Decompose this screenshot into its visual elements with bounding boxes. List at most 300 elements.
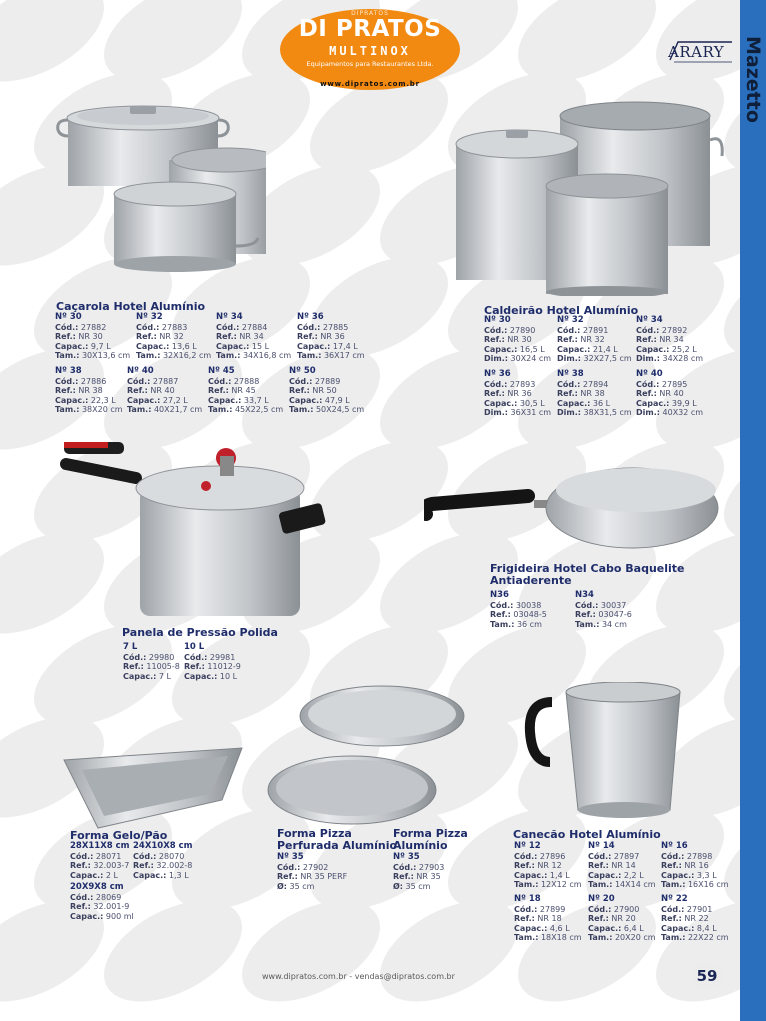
spec-block	[636, 316, 703, 364]
spec-row	[484, 408, 551, 418]
pizza-title-line2: Alumínio	[393, 839, 448, 852]
spec-value: 27888	[233, 376, 260, 386]
spec-label: Dim.:	[484, 354, 508, 363]
caldeirao-image	[448, 100, 724, 296]
spec-value: 12X12 cm	[540, 880, 582, 889]
spec-block	[55, 367, 123, 415]
spec-row	[557, 345, 632, 355]
spec-value: NR 40	[659, 389, 684, 398]
spec-row	[514, 852, 582, 862]
spec-size: Nº 30	[484, 315, 511, 325]
spec-label: Ref.:	[70, 861, 91, 870]
spec-label: Cód.:	[636, 325, 660, 335]
spec-value: 1,4 L	[549, 870, 570, 880]
spec-row	[297, 332, 365, 342]
logo-url: www.dipratos.com.br	[320, 80, 420, 88]
page-number: 59	[691, 962, 723, 990]
spec-row	[123, 653, 180, 663]
spec-row	[127, 386, 202, 396]
spec-row	[661, 905, 729, 915]
spec-block	[55, 313, 130, 361]
spec-value: 900 ml	[105, 911, 134, 921]
spec-label: Ref.:	[636, 335, 657, 344]
spec-value: 38X31,5 cm	[583, 408, 632, 417]
spec-size: Nº 16	[661, 841, 688, 851]
spec-value: 7 L	[158, 671, 172, 681]
spec-value: 32X16,2 cm	[162, 351, 212, 360]
spec-row	[484, 380, 551, 390]
spec-value: 27889	[314, 376, 341, 386]
spec-row	[490, 601, 547, 611]
spec-value: 30X13,6 cm	[81, 351, 131, 360]
cacarola-title: Caçarola Hotel Alumínio	[56, 300, 206, 313]
spec-row	[636, 380, 703, 390]
spec-row	[636, 389, 703, 399]
spec-value: 2,2 L	[623, 870, 644, 880]
spec-label: Capac.:	[514, 923, 548, 933]
spec-row	[490, 610, 547, 620]
spec-value: 32X27,5 cm	[583, 354, 632, 363]
spec-row	[123, 662, 180, 672]
spec-label: Ref.:	[588, 914, 609, 923]
spec-value: NR 12	[537, 861, 562, 870]
spec-label: Cód.:	[216, 322, 240, 332]
spec-label: Ref.:	[216, 332, 237, 341]
spec-value: 36X31 cm	[510, 408, 552, 417]
spec-size: Nº 20	[588, 894, 615, 904]
spec-label: Cód.:	[588, 904, 612, 914]
spec-label: Capac.:	[557, 398, 591, 408]
spec-size: Nº 35	[277, 852, 304, 862]
spec-size: Nº 14	[588, 841, 615, 851]
spec-row	[136, 332, 211, 342]
spec-value: NR 18	[537, 914, 562, 923]
pizza-perf-title	[277, 828, 397, 852]
spec-row	[127, 405, 202, 415]
spec-label: Ref.:	[136, 332, 157, 341]
spec-row	[588, 905, 656, 915]
spec-value: 27884	[241, 322, 268, 332]
spec-block	[136, 313, 211, 361]
spec-row	[636, 326, 703, 336]
spec-value: NR 45	[231, 386, 256, 395]
spec-row	[557, 399, 632, 409]
spec-block	[484, 316, 551, 364]
spec-label: Cód.:	[514, 851, 538, 861]
spec-size: Nº 35	[393, 852, 420, 862]
spec-block	[557, 316, 632, 364]
spec-block	[70, 842, 130, 880]
spec-label: Tam.:	[661, 880, 686, 889]
spec-value: 4,6 L	[549, 923, 570, 933]
spec-row	[70, 893, 134, 903]
spec-value: NR 16	[684, 861, 709, 870]
spec-value: 32.002-8	[156, 861, 193, 870]
frigideira-title	[490, 563, 685, 587]
caldeirao-title: Caldeirão Hotel Alumínio	[484, 304, 639, 317]
spec-value: 39,9 L	[671, 398, 697, 408]
spec-row	[661, 861, 729, 871]
spec-label: Ref.:	[588, 861, 609, 870]
spec-value: 36 L	[592, 398, 611, 408]
spec-label: Capac.:	[297, 341, 331, 351]
spec-value: 11012-9	[207, 662, 241, 671]
spec-row	[484, 345, 551, 355]
spec-row	[588, 914, 656, 924]
spec-value: 47,9 L	[324, 395, 350, 405]
spec-row	[557, 408, 632, 418]
pizza-title	[393, 828, 468, 852]
spec-block	[661, 895, 729, 943]
spec-value: 38X20 cm	[81, 405, 123, 414]
spec-row	[661, 933, 729, 943]
logo-top-text: DIPRATOS	[351, 10, 389, 17]
spec-label: Cód.:	[127, 376, 151, 386]
spec-label: Ref.:	[484, 335, 505, 344]
spec-value: 34X16,8 cm	[242, 351, 292, 360]
spec-value: 35 cm	[405, 881, 431, 891]
spec-value: 27898	[686, 851, 713, 861]
spec-label: Cód.:	[661, 851, 685, 861]
spec-value: 30038	[515, 600, 542, 610]
spec-label: Tam.:	[216, 351, 241, 360]
spec-row	[289, 386, 364, 396]
spec-row	[70, 912, 134, 922]
spec-block	[514, 842, 582, 890]
spec-value: 21,4 L	[592, 344, 618, 354]
spec-value: 03048-5	[513, 610, 547, 619]
spec-row	[514, 914, 582, 924]
spec-row	[514, 933, 582, 943]
spec-value: 27885	[322, 322, 349, 332]
spec-block	[289, 367, 364, 415]
spec-row	[136, 323, 211, 333]
spec-row	[208, 386, 283, 396]
spec-value: 32.003-7	[93, 861, 130, 870]
panela-title: Panela de Pressão Polida	[122, 626, 278, 639]
spec-value: 16X16 cm	[687, 880, 729, 889]
spec-value: NR 38	[580, 389, 605, 398]
spec-label: Capac.:	[661, 870, 695, 880]
spec-value: 27892	[661, 325, 688, 335]
spec-row	[484, 389, 551, 399]
spec-label: Capac.:	[123, 671, 157, 681]
spec-row	[588, 880, 656, 890]
spec-row	[484, 399, 551, 409]
spec-value: 27886	[80, 376, 107, 386]
spec-label: Dim.:	[557, 354, 581, 363]
spec-label: Cód.:	[490, 600, 514, 610]
spec-value: NR 34	[239, 332, 264, 341]
spec-row	[557, 335, 632, 345]
spec-value: NR 50	[312, 386, 337, 395]
spec-row	[636, 354, 703, 364]
spec-row	[184, 653, 241, 663]
spec-row	[127, 377, 202, 387]
spec-block	[123, 643, 180, 681]
spec-row	[70, 852, 130, 862]
spec-label: Ref.:	[70, 902, 91, 911]
spec-label: Capac.:	[557, 344, 591, 354]
spec-size: 10 L	[184, 642, 205, 652]
spec-label: Capac.:	[514, 870, 548, 880]
spec-size: Nº 22	[661, 894, 688, 904]
spec-label: Ref.:	[557, 335, 578, 344]
spec-row	[588, 933, 656, 943]
spec-size: Nº 32	[557, 315, 584, 325]
spec-size: 28X11X8 cm	[70, 841, 130, 851]
spec-row	[297, 323, 365, 333]
spec-row	[289, 396, 364, 406]
spec-value: 40X32 cm	[662, 408, 704, 417]
spec-label: Capac.:	[484, 344, 518, 354]
spec-label: Capac.:	[661, 923, 695, 933]
spec-value: NR 34	[659, 335, 684, 344]
spec-value: 6,4 L	[623, 923, 644, 933]
spec-row	[514, 871, 582, 881]
spec-row	[70, 871, 130, 881]
spec-label: Cód.:	[557, 325, 581, 335]
spec-label: Cód.:	[588, 851, 612, 861]
spec-value: 40X21,7 cm	[153, 405, 203, 414]
spec-value: 29980	[148, 652, 175, 662]
spec-label: Cód.:	[136, 322, 160, 332]
spec-label: Ref.:	[514, 861, 535, 870]
spec-size: Nº 50	[289, 366, 316, 376]
spec-label: Tam.:	[55, 405, 80, 414]
spec-label: Cód.:	[484, 379, 508, 389]
spec-block	[557, 370, 632, 418]
spec-row	[514, 924, 582, 934]
spec-label: Tam.:	[289, 405, 314, 414]
logo-subtitle: Equipamentos para Restaurantes Ltda.	[306, 60, 434, 68]
spec-row	[55, 396, 123, 406]
spec-label: Capac.:	[127, 395, 161, 405]
spec-label: Dim.:	[484, 408, 508, 417]
spec-label: Tam.:	[514, 880, 539, 889]
spec-value: 28069	[95, 892, 122, 902]
spec-label: Ref.:	[55, 386, 76, 395]
spec-value: 27882	[80, 322, 107, 332]
spec-row	[588, 852, 656, 862]
spec-label: Cód.:	[557, 379, 581, 389]
spec-value: 27897	[613, 851, 640, 861]
spec-block	[484, 370, 551, 418]
spec-value: 18X18 cm	[540, 933, 582, 942]
spec-value: 16,5 L	[519, 344, 545, 354]
spec-value: 32.001-9	[93, 902, 130, 911]
spec-row	[55, 323, 130, 333]
spec-size: Nº 12	[514, 841, 541, 851]
spec-row	[484, 354, 551, 364]
spec-row	[55, 351, 130, 361]
spec-value: 1,3 L	[168, 870, 189, 880]
spec-label: Cód.:	[133, 851, 157, 861]
spec-value: 27,2 L	[162, 395, 188, 405]
spec-row	[557, 354, 632, 364]
spec-size: Nº 38	[55, 366, 82, 376]
spec-label: Tam.:	[55, 351, 80, 360]
spec-row	[575, 620, 632, 630]
spec-label: Ref.:	[277, 872, 298, 881]
spec-value: 27893	[509, 379, 536, 389]
spec-row	[636, 335, 703, 345]
spec-value: 15 L	[251, 341, 270, 351]
spec-value: 2 L	[105, 870, 119, 880]
spec-value: NR 40	[150, 386, 175, 395]
spec-label: Cód.:	[277, 862, 301, 872]
spec-block	[70, 883, 134, 921]
spec-size: Nº 32	[136, 312, 163, 322]
spec-label: Ref.:	[484, 389, 505, 398]
spec-label: Cód.:	[289, 376, 313, 386]
spec-row	[661, 852, 729, 862]
spec-label: Tam.:	[297, 351, 322, 360]
spec-label: Ref.:	[557, 389, 578, 398]
frigideira-image	[424, 464, 724, 560]
spec-row	[184, 662, 241, 672]
spec-row	[490, 620, 547, 630]
spec-label: Ref.:	[133, 861, 154, 870]
spec-label: Capac.:	[289, 395, 323, 405]
spec-value: 45X22,5 cm	[234, 405, 284, 414]
spec-value: 22X22 cm	[687, 933, 729, 942]
spec-value: NR 36	[320, 332, 345, 341]
canecao-image	[522, 682, 692, 822]
spec-value: 17,4 L	[332, 341, 358, 351]
spec-value: NR 32	[580, 335, 605, 344]
spec-value: 03047-6	[598, 610, 632, 619]
spec-value: 27902	[302, 862, 329, 872]
spec-row	[514, 861, 582, 871]
spec-size: 20X9X8 cm	[70, 882, 124, 892]
spec-label: Ref.:	[297, 332, 318, 341]
spec-label: Cód.:	[484, 325, 508, 335]
spec-value: NR 20	[611, 914, 636, 923]
spec-size: Nº 40	[636, 369, 663, 379]
spec-row	[55, 332, 130, 342]
spec-value: 36 cm	[516, 619, 542, 629]
spec-row	[55, 342, 130, 352]
spec-value: 29981	[209, 652, 236, 662]
spec-label: Ref.:	[636, 389, 657, 398]
spec-block	[490, 591, 547, 629]
spec-row	[557, 389, 632, 399]
spec-row	[55, 386, 123, 396]
spec-value: NR 32	[159, 332, 184, 341]
spec-label: Tam.:	[588, 880, 613, 889]
spec-label: Ref.:	[55, 332, 76, 341]
spec-value: 27901	[686, 904, 713, 914]
spec-label: Cód.:	[70, 892, 94, 902]
spec-row	[636, 399, 703, 409]
spec-row	[133, 852, 193, 862]
spec-block	[588, 895, 656, 943]
spec-label: Dim.:	[557, 408, 581, 417]
spec-label: Ø:	[393, 881, 403, 891]
spec-value: 35 cm	[289, 881, 315, 891]
spec-label: Capac.:	[208, 395, 242, 405]
spec-label: Tam.:	[575, 619, 600, 629]
spec-row	[208, 377, 283, 387]
spec-size: Nº 18	[514, 894, 541, 904]
spec-label: Cód.:	[55, 376, 79, 386]
logo-title: DI PRATOS	[298, 16, 442, 42]
spec-size: Nº 30	[55, 312, 82, 322]
spec-value: 50X24,5 cm	[315, 405, 365, 414]
spec-row	[289, 405, 364, 415]
spec-label: Tam.:	[490, 619, 515, 629]
spec-label: Cód.:	[575, 600, 599, 610]
spec-label: Capac.:	[55, 341, 89, 351]
spec-value: 3,3 L	[696, 870, 717, 880]
spec-label: Capac.:	[636, 344, 670, 354]
spec-value: 27883	[161, 322, 188, 332]
frigideira-title-line2: Antiaderente	[490, 574, 572, 587]
spec-label: Capac.:	[216, 341, 250, 351]
spec-row	[575, 610, 632, 620]
spec-value: 20X20 cm	[614, 933, 656, 942]
spec-label: Cód.:	[514, 904, 538, 914]
spec-row	[636, 345, 703, 355]
spec-row	[588, 871, 656, 881]
spec-row	[136, 342, 211, 352]
spec-row	[123, 672, 180, 682]
spec-value: NR 22	[684, 914, 709, 923]
spec-value: 9,7 L	[90, 341, 111, 351]
spec-row	[208, 405, 283, 415]
spec-label: Capac.:	[484, 398, 518, 408]
spec-label: Tam.:	[136, 351, 161, 360]
spec-value: NR 36	[507, 389, 532, 398]
spec-block	[575, 591, 632, 629]
spec-label: Ref.:	[661, 861, 682, 870]
footer-contact: www.dipratos.com.br - vendas@dipratos.com.br	[262, 972, 455, 981]
spec-value: NR 30	[507, 335, 532, 344]
spec-block	[127, 367, 202, 415]
spec-row	[297, 342, 365, 352]
spec-value: 33,7 L	[243, 395, 269, 405]
spec-value: NR 14	[611, 861, 636, 870]
spec-label: Capac.:	[133, 870, 167, 880]
spec-row	[70, 902, 134, 912]
spec-block	[216, 313, 291, 361]
spec-value: 30X24 cm	[510, 354, 552, 363]
section-title: Mazetto	[742, 36, 764, 123]
spec-label: Tam.:	[208, 405, 233, 414]
spec-label: Cód.:	[55, 322, 79, 332]
spec-label: Ref.:	[208, 386, 229, 395]
spec-label: Tam.:	[127, 405, 152, 414]
cacarola-image	[54, 96, 266, 296]
spec-value: 28071	[95, 851, 122, 861]
spec-row	[208, 396, 283, 406]
spec-label: Ref.:	[127, 386, 148, 395]
pizza-specs	[393, 853, 444, 891]
spec-block	[661, 842, 729, 890]
spec-label: Dim.:	[636, 408, 660, 417]
spec-label: Cód.:	[123, 652, 147, 662]
spec-label: Ref.:	[490, 610, 511, 619]
spec-label: Ref.:	[123, 662, 144, 671]
spec-row	[514, 880, 582, 890]
spec-value: NR 35	[416, 872, 441, 881]
pizza-title-line1: Forma Pizza	[393, 827, 468, 840]
spec-label: Ref.:	[289, 386, 310, 395]
spec-label: Tam.:	[588, 933, 613, 942]
spec-value: 8,4 L	[696, 923, 717, 933]
spec-size: 7 L	[123, 642, 138, 652]
